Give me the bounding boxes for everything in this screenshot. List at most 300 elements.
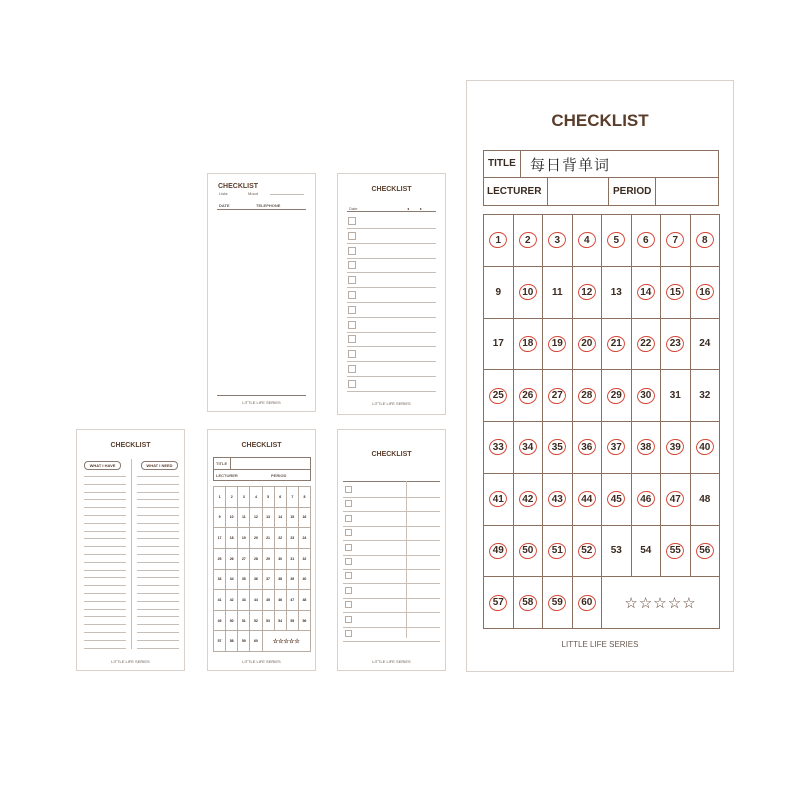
grid-cell: 22 (275, 528, 287, 549)
row-line (343, 641, 440, 642)
cell-number: 56 (699, 545, 711, 557)
star-icon[interactable]: ☆ (667, 594, 683, 612)
need-line (137, 577, 179, 578)
grid-cell: 36 (250, 570, 262, 591)
checkbox[interactable] (345, 515, 352, 522)
grid-cell (602, 474, 632, 526)
header-divider (214, 469, 311, 470)
grid-cell (632, 370, 662, 422)
checkbox[interactable] (348, 217, 356, 225)
need-line (137, 531, 179, 532)
grid-cell: 25 (214, 549, 226, 570)
grid-cell (543, 422, 573, 474)
have-line (84, 601, 126, 602)
telephone-label: TELEPHONE (256, 203, 281, 208)
card-title: CHECKLIST (551, 111, 649, 130)
grid-cell: 21 (263, 528, 275, 549)
cell-number: 21 (610, 338, 622, 350)
grid-cell (602, 422, 632, 474)
card-footer: LITTLE LIFE SERIES (372, 401, 411, 406)
need-line (137, 492, 179, 493)
grid-cell (632, 319, 662, 371)
cell-number: 58 (522, 597, 534, 609)
grid-cell: 39 (287, 570, 299, 591)
cell-number: 23 (669, 338, 681, 350)
grid-cell (543, 215, 573, 267)
star-icon[interactable]: ☆ (653, 594, 668, 612)
cell-number: 4 (583, 234, 590, 246)
date-arrow-icon: ◂ (407, 206, 410, 211)
need-line (137, 640, 179, 641)
card-title: CHECKLIST (371, 186, 412, 193)
bottom-line (217, 395, 306, 396)
grid-cell: 38 (275, 570, 287, 591)
cell-number: 48 (699, 493, 711, 505)
card-title: CHECKLIST (371, 451, 412, 458)
cell-number: 14 (640, 286, 652, 298)
grid-cell: 13 (263, 508, 275, 529)
card-footer: LITTLE LIFE SERIES (561, 640, 639, 649)
need-line (137, 648, 179, 649)
title-value: 每日背单词 (530, 156, 611, 174)
card-footer: LITTLE LIFE SERIES (242, 659, 281, 664)
period-label: PERIOD (613, 186, 652, 197)
cell-number: 45 (610, 493, 622, 505)
date-label: DATE (219, 203, 230, 208)
cell-number: 34 (522, 441, 534, 453)
cell-number: 18 (522, 338, 534, 350)
star-icon[interactable]: ☆ (638, 594, 654, 612)
need-line (137, 624, 179, 625)
grid-cell: 5 (263, 487, 275, 508)
grid-cell (691, 370, 721, 422)
name-underline (270, 194, 304, 195)
have-line (84, 632, 126, 633)
cell-number: 51 (551, 545, 563, 557)
row-line (343, 555, 440, 556)
grid-cell (514, 267, 544, 319)
cell-number: 43 (551, 493, 563, 505)
card-subtitle-right: Mood (248, 191, 259, 196)
cell-number: 36 (581, 441, 593, 453)
cell-number: 20 (581, 338, 593, 350)
checkbox[interactable] (348, 350, 356, 358)
row-line (343, 526, 440, 527)
grid-cell (543, 370, 573, 422)
grid-cell: 14 (275, 508, 287, 529)
checkbox[interactable] (348, 380, 356, 388)
have-line (84, 585, 126, 586)
checklist-card-dated (337, 173, 446, 415)
grid-cell (691, 526, 721, 578)
row-line (347, 287, 436, 288)
title-label: TITLE (216, 461, 228, 466)
row-line (347, 302, 436, 303)
need-line (137, 593, 179, 594)
grid-cell: 55 (287, 611, 299, 632)
grid-cell: 29 (263, 549, 275, 570)
checkbox[interactable] (348, 365, 356, 373)
need-line (137, 601, 179, 602)
grid-cell: 46 (275, 590, 287, 611)
grid-cell (484, 422, 514, 474)
grid-cell (573, 526, 603, 578)
grid-cell (543, 267, 573, 319)
grid-cell (573, 370, 603, 422)
have-line (84, 577, 126, 578)
cell-number: 30 (640, 390, 652, 402)
grid-cell (661, 474, 691, 526)
need-line (137, 523, 179, 524)
cell-number: 35 (551, 441, 563, 453)
checkbox[interactable] (345, 572, 352, 579)
cell-number: 42 (522, 493, 534, 505)
checkbox[interactable] (348, 247, 356, 255)
lecturer-label: LECTURER (216, 473, 238, 478)
card-footer: LITTLE LIFE SERIES (372, 659, 411, 664)
row-line (343, 569, 440, 570)
checkbox[interactable] (345, 616, 352, 623)
grid-cell: 11 (238, 508, 250, 529)
cell-number: 24 (699, 338, 711, 350)
grid-cell (484, 370, 514, 422)
checklist-card-two-column (337, 429, 446, 671)
cell-number: 31 (669, 390, 681, 402)
grid-cell (514, 577, 544, 629)
need-line (137, 632, 179, 633)
grid-cell (602, 267, 632, 319)
cell-number: 59 (551, 597, 563, 609)
number-grid (213, 486, 311, 652)
row-line (347, 332, 436, 333)
grid-cell (691, 474, 721, 526)
have-line (84, 640, 126, 641)
grid-cell: 60 (250, 631, 262, 652)
grid-cell (543, 319, 573, 371)
checkbox[interactable] (348, 276, 356, 284)
checkbox[interactable] (345, 544, 352, 551)
need-line (137, 585, 179, 586)
checkbox[interactable] (345, 500, 352, 507)
grid-cell (691, 319, 721, 371)
grid-cell (514, 422, 544, 474)
grid-cell: 53 (263, 611, 275, 632)
grid-cell: 28 (250, 549, 262, 570)
cell-number: 44 (581, 493, 593, 505)
cell-number: 15 (669, 286, 681, 298)
grid-cell (632, 267, 662, 319)
grid-cell (514, 526, 544, 578)
grid-cell (543, 526, 573, 578)
have-line (84, 523, 126, 524)
grid-cell: 24 (299, 528, 311, 549)
grid-cell (514, 319, 544, 371)
row-line (343, 583, 440, 584)
grid-cell: 56 (299, 611, 311, 632)
row-line (343, 612, 440, 613)
grid-cell: 40 (299, 570, 311, 591)
grid-cell (573, 474, 603, 526)
row-line (343, 540, 440, 541)
grid-cell: 6 (275, 487, 287, 508)
grid-cell (573, 577, 603, 629)
need-line (137, 616, 179, 617)
what-i-have-label: WHAT I HAVE (84, 461, 121, 470)
checklist-card-contacts (207, 173, 316, 412)
grid-cell: 17 (214, 528, 226, 549)
have-line (84, 648, 126, 649)
title-divider (520, 151, 521, 177)
grid-cell: 34 (226, 570, 238, 591)
checkbox[interactable] (348, 232, 356, 240)
lecturer-divider (547, 177, 548, 205)
grid-cell: 42 (226, 590, 238, 611)
cell-number: 1 (495, 234, 502, 246)
checkbox[interactable] (345, 630, 352, 637)
cell-number: 8 (701, 234, 708, 246)
row-line (347, 317, 436, 318)
cell-number: 12 (581, 286, 593, 298)
row-line (347, 346, 436, 347)
what-i-need-label: WHAT I NEED (141, 461, 178, 470)
cell-number: 46 (640, 493, 652, 505)
header-vdivider (230, 458, 231, 469)
grid-cell (514, 474, 544, 526)
have-line (84, 499, 126, 500)
grid-cell: 9 (214, 508, 226, 529)
cell-number: 13 (610, 286, 622, 298)
grid-cell (691, 267, 721, 319)
grid-cell (484, 319, 514, 371)
have-line (84, 492, 126, 493)
grid-cell: 18 (226, 528, 238, 549)
checkbox[interactable] (348, 306, 356, 314)
column-divider (406, 481, 407, 638)
cell-number: 16 (699, 286, 711, 298)
cell-number: 40 (699, 441, 711, 453)
have-line (84, 515, 126, 516)
cell-number: 3 (554, 234, 561, 246)
checkbox[interactable] (345, 601, 352, 608)
cell-number: 41 (492, 493, 504, 505)
have-line (84, 570, 126, 571)
have-line (84, 624, 126, 625)
grid-cell (484, 267, 514, 319)
have-line (84, 562, 126, 563)
cell-number: 25 (492, 390, 504, 402)
need-line (137, 499, 179, 500)
have-line (84, 616, 126, 617)
row-line (347, 228, 436, 229)
cell-number: 9 (495, 286, 502, 298)
grid-cell: 32 (299, 549, 311, 570)
card-subtitle-left: Lista (219, 191, 228, 196)
grid-cell: 15 (287, 508, 299, 529)
grid-cell: 30 (275, 549, 287, 570)
grid-cell (632, 474, 662, 526)
row-line (347, 376, 436, 377)
grid-cell: 51 (238, 611, 250, 632)
period-left-divider (608, 177, 609, 205)
header-table (483, 150, 719, 206)
have-line (84, 476, 126, 477)
cell-number: 2 (524, 234, 531, 246)
grid-cell: 48 (299, 590, 311, 611)
grid-cell: 37 (263, 570, 275, 591)
have-line (84, 531, 126, 532)
cell-number: 6 (642, 234, 649, 246)
cell-number: 11 (551, 286, 563, 298)
date-label: Date (349, 206, 358, 211)
have-line (84, 554, 126, 555)
column-divider (131, 459, 132, 649)
have-line (84, 546, 126, 547)
row-line (343, 627, 440, 628)
grid-cell (573, 422, 603, 474)
need-line (137, 476, 179, 477)
card-title: CHECKLIST (218, 183, 259, 190)
grid-cell: 59 (238, 631, 250, 652)
date-underline (347, 211, 436, 212)
grid-cell (632, 215, 662, 267)
grid-cell: 44 (250, 590, 262, 611)
checklist-card-featured (466, 80, 734, 672)
checkbox[interactable] (348, 335, 356, 343)
have-line (84, 593, 126, 594)
checkbox[interactable] (345, 486, 352, 493)
grid-cell (573, 215, 603, 267)
cell-number: 57 (492, 597, 504, 609)
cell-number: 52 (581, 545, 593, 557)
cell-number: 47 (669, 493, 681, 505)
checkbox[interactable] (345, 529, 352, 536)
grid-cell (484, 577, 514, 629)
cell-number: 50 (522, 545, 534, 557)
row-line (347, 391, 436, 392)
star-icon[interactable]: ☆ (624, 594, 639, 612)
grid-cell: 8 (299, 487, 311, 508)
card-footer: LITTLE LIFE SERIES (111, 659, 150, 664)
have-line (84, 507, 126, 508)
grid-cell: 43 (238, 590, 250, 611)
need-line (137, 609, 179, 610)
grid-cell: 57 (214, 631, 226, 652)
need-line (137, 546, 179, 547)
cell-number: 49 (492, 545, 504, 557)
grid-cell (484, 474, 514, 526)
row-line (347, 258, 436, 259)
need-line (137, 484, 179, 485)
date-arrow-icon-2: ▸ (420, 206, 423, 211)
period-label: PERIOD (271, 473, 287, 478)
grid-cell (484, 526, 514, 578)
stars-rating: ☆☆☆☆☆ (263, 631, 312, 652)
cell-number: 27 (551, 390, 563, 402)
cell-number: 54 (640, 545, 652, 557)
cell-number: 39 (669, 441, 681, 453)
card-title: CHECKLIST (110, 442, 151, 449)
grid-cell (484, 215, 514, 267)
cell-number: 19 (551, 338, 563, 350)
need-line (137, 515, 179, 516)
checklist-card-have-need (76, 429, 185, 671)
grid-cell: 2 (226, 487, 238, 508)
cell-number: 37 (610, 441, 622, 453)
grid-cell (632, 526, 662, 578)
checkbox[interactable] (348, 261, 356, 269)
grid-cell: 31 (287, 549, 299, 570)
cell-number: 10 (522, 286, 534, 298)
grid-cell: 12 (250, 508, 262, 529)
cell-number: 17 (492, 338, 504, 350)
checkbox[interactable] (345, 587, 352, 594)
have-line (84, 538, 126, 539)
grid-cell: 50 (226, 611, 238, 632)
checklist-card-numbers (207, 429, 316, 671)
grid-cell: 47 (287, 590, 299, 611)
grid-cell: 45 (263, 590, 275, 611)
title-label: TITLE (488, 158, 516, 169)
cell-number: 7 (672, 234, 679, 246)
grid-cell (691, 422, 721, 474)
grid-cell: 49 (214, 611, 226, 632)
row-line (343, 497, 440, 498)
card-title: CHECKLIST (241, 442, 282, 449)
grid-cell (661, 422, 691, 474)
cell-number: 26 (522, 390, 534, 402)
have-line (84, 609, 126, 610)
lecturer-label: LECTURER (487, 186, 542, 197)
grid-cell: 4 (250, 487, 262, 508)
grid-cell (632, 422, 662, 474)
grid-cell: 58 (226, 631, 238, 652)
need-line (137, 562, 179, 563)
checkbox[interactable] (348, 321, 356, 329)
row-line (347, 272, 436, 273)
grid-cell (602, 215, 632, 267)
stars-rating (602, 577, 720, 629)
grid-cell (661, 319, 691, 371)
cell-number: 32 (699, 390, 711, 402)
grid-cell (661, 215, 691, 267)
cell-number: 38 (640, 441, 652, 453)
grid-cell: 10 (226, 508, 238, 529)
need-line (137, 570, 179, 571)
grid-cell (573, 267, 603, 319)
cell-number: 28 (581, 390, 593, 402)
cell-number: 5 (613, 234, 620, 246)
checkbox[interactable] (345, 558, 352, 565)
header-table (213, 457, 311, 481)
grid-cell (602, 526, 632, 578)
grid-cell (661, 267, 691, 319)
period-right-divider (655, 177, 656, 205)
grid-cell (543, 577, 573, 629)
need-line (137, 507, 179, 508)
row-line (343, 598, 440, 599)
grid-cell (514, 215, 544, 267)
grid-cell: 33 (214, 570, 226, 591)
cell-number: 60 (581, 597, 593, 609)
star-icon[interactable]: ☆ (682, 594, 697, 612)
grid-cell: 41 (214, 590, 226, 611)
grid-cell (602, 370, 632, 422)
checkbox[interactable] (348, 291, 356, 299)
need-line (137, 538, 179, 539)
number-grid (483, 214, 720, 629)
grid-cell (602, 319, 632, 371)
row-line (347, 243, 436, 244)
